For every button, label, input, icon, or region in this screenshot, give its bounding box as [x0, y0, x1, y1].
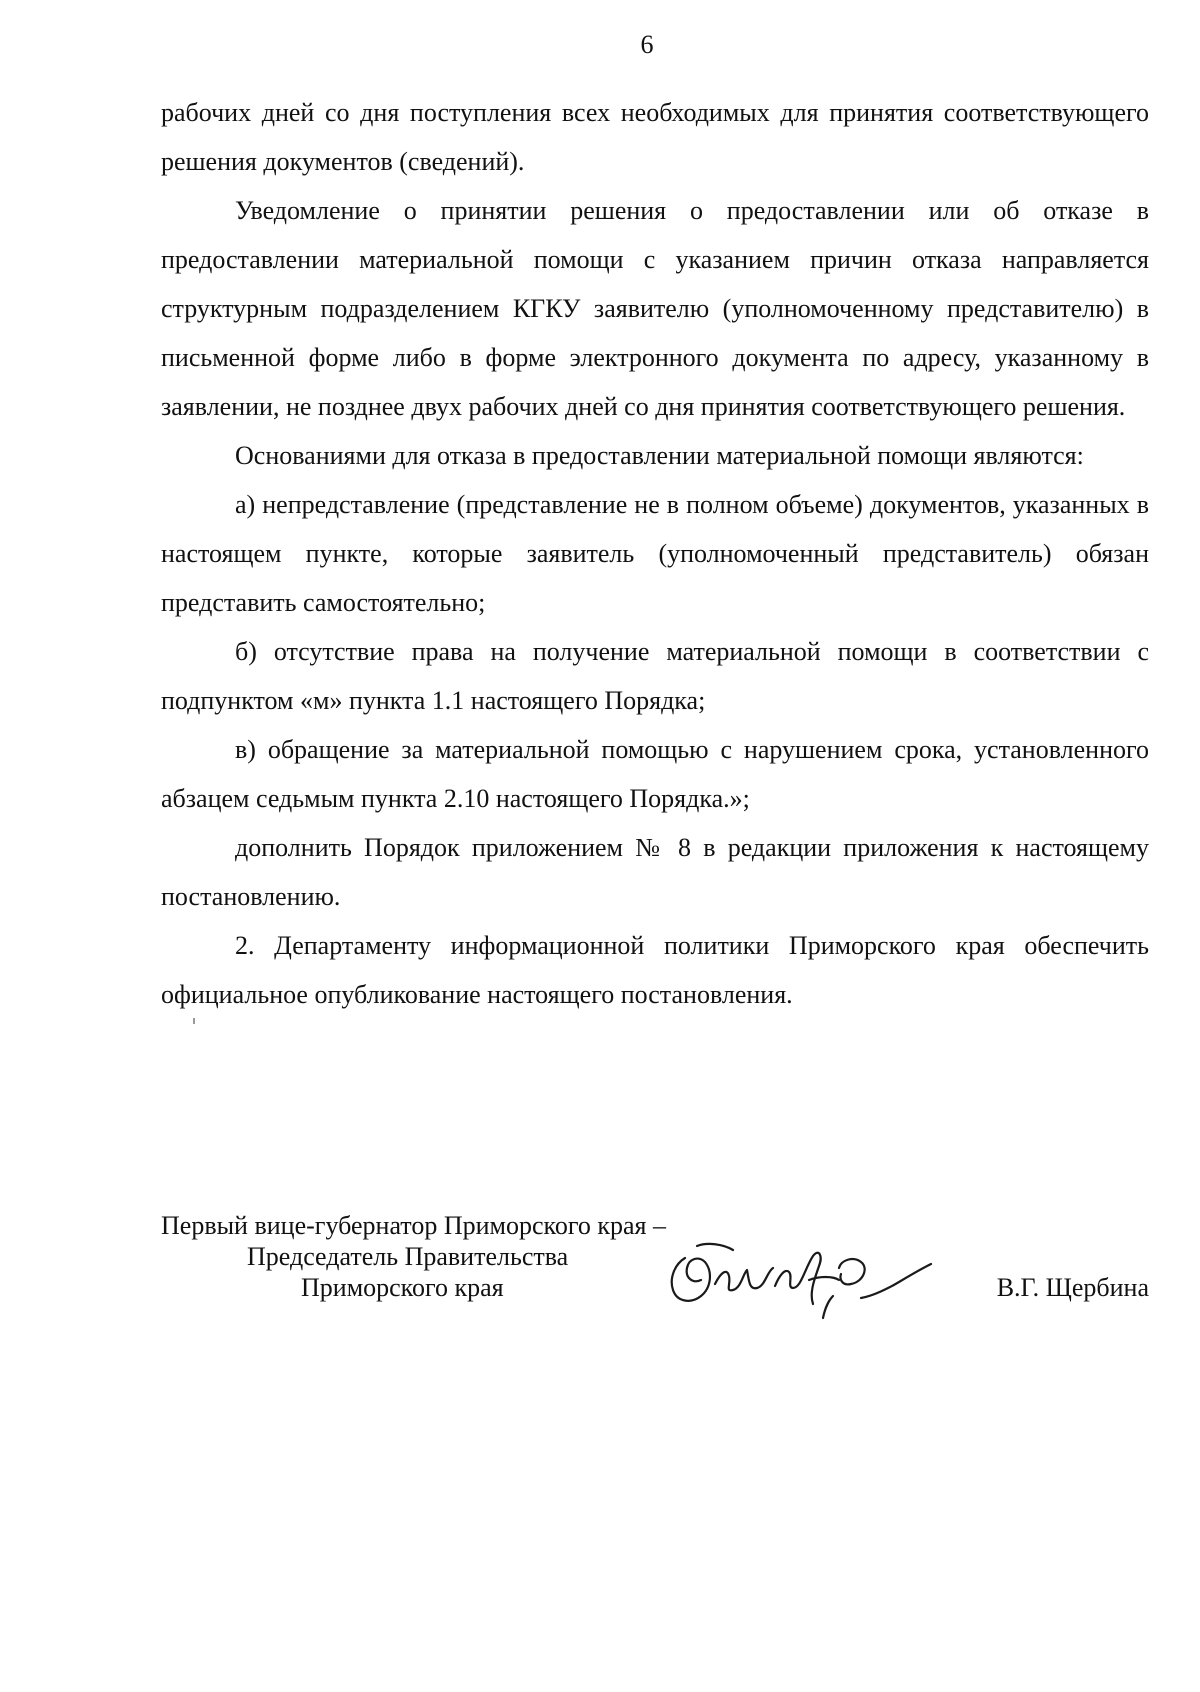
- signature-stroke-1: [672, 1258, 710, 1301]
- handwritten-signature: [663, 1238, 963, 1320]
- paragraph-continuation: рабочих дней со дня поступления всех необходимых для принятия соответствующего решения документов (сведений).: [161, 98, 1149, 176]
- signature-stroke-2: [697, 1244, 733, 1250]
- signature-block: [161, 1210, 1149, 1340]
- signature-stroke-7: [823, 1296, 833, 1318]
- signature-strokes: [672, 1244, 931, 1318]
- signature-stroke-5: [809, 1277, 839, 1280]
- paragraph-item-v: в) обращение за материальной помощью с нарушением срока, установленного абзацем седьмым пункта 2.10 настоящего Порядка.»;: [161, 735, 1149, 813]
- scan-artifact: [193, 1018, 195, 1024]
- paragraph-item-a: а) непредставление (представление не в полном объеме) документов, указанных в настоящем пункте, которые заявитель (уполномоченный представитель) обязан представить самостоятельно;: [161, 490, 1149, 617]
- signature-stroke-8: [861, 1264, 931, 1298]
- signature-stroke-6: [839, 1259, 865, 1284]
- signer-title-line-1: Первый вице-губернатор Приморского края –: [161, 1211, 666, 1240]
- paragraph-appendix: дополнить Порядок приложением № 8 в редакции приложения к настоящему постановлению.: [161, 833, 1149, 911]
- paragraph-item-2: 2. Департаменту информационной политики Приморского края обеспечить официальное опубликование настоящего постановления.: [161, 931, 1149, 1009]
- signer-title-line-2: Председатель Правительства: [247, 1242, 569, 1271]
- document-body: [161, 88, 1149, 1019]
- page-number: 6: [640, 30, 654, 59]
- signer-title-line-3: Приморского края: [301, 1273, 504, 1302]
- paragraph-item-b: б) отсутствие права на получение материальной помощи в соответствии с подпунктом «м» пункта 1.1 настоящего Порядка;: [161, 637, 1149, 715]
- paragraph-notification: Уведомление о принятии решения о предоставлении или об отказе в предоставлении материальной помощи с указанием причин отказа направляется структурным подразделением КГКУ заявителю (уполномоченному представителю) в письменной форме либо в форме электронного документа по адресу, указанному в заявлении, не позднее двух рабочих дней со дня принятия соответствующего решения.: [161, 196, 1149, 421]
- signature-stroke-3: [715, 1268, 773, 1290]
- paragraph-refusal-grounds: Основаниями для отказа в предоставлении материальной помощи являются:: [235, 441, 1084, 470]
- signer-name: В.Г. Щербина: [996, 1273, 1149, 1302]
